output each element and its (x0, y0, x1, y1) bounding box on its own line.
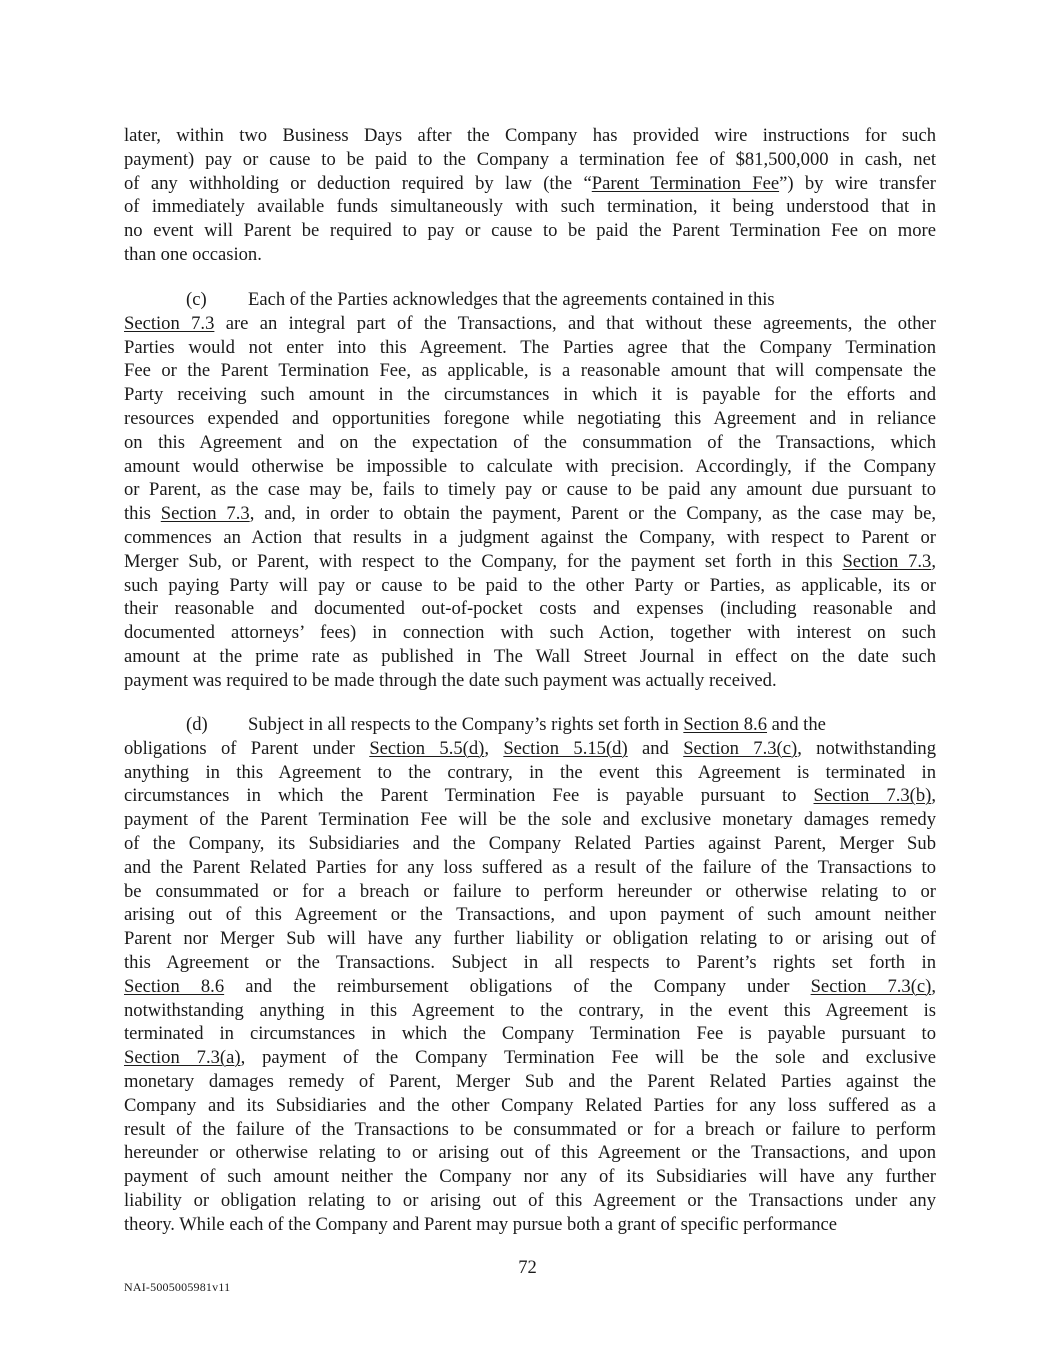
cross-reference-link: Section 7.3 (160, 503, 250, 525)
text-line: Parties would not enter into this Agreement. The Parties agree that the Company Termination (124, 336, 936, 358)
text-line: arising out of this Agreement or the Transactions, and upon payment of such amount neither (124, 904, 936, 926)
text-line: such paying Party will pay or cause to be paid to the other Party or Parties, as applicable, its or (124, 574, 936, 596)
text-line: of the Company, its Subsidiaries and the Company Related Parties against Parent, Merger Sub (124, 832, 936, 854)
cross-reference-link: Section 7.3(b) (813, 785, 932, 807)
cross-reference-link: Section 7.3 (124, 312, 215, 334)
text-line: amount would otherwise be impossible to calculate with precision. Accordingly, if the Company (124, 455, 936, 477)
document-id: NAI-5005005981v11 (124, 1280, 231, 1294)
text-line: Section 7.3(a), payment of the Company Termination Fee will be the sole and exclusive (124, 1047, 936, 1069)
text-line: payment of such amount neither the Company nor any of its Subsidiaries will have any further (124, 1166, 936, 1188)
text-line: amount at the prime rate as published in The Wall Street Journal in effect on the date such (124, 645, 936, 667)
text-line: (c) Each of the Parties acknowledges that the agreements contained in this (124, 288, 936, 312)
text-line: or Parent, as the case may be, fails to timely pay or cause to be paid any amount due pursuant to (124, 479, 936, 501)
text-line: later, within two Business Days after the Company has provided wire instructions for such (124, 125, 936, 146)
cross-reference-link: Section 7.3(c) (683, 737, 798, 759)
text-line: payment) pay or cause to be paid to the Company a termination fee of $81,500,000 in cash, net (124, 148, 936, 170)
text-line: Parent nor Merger Sub will have any further liability or obligation relating to or arising out of (124, 928, 936, 950)
text-line: Company and its Subsidiaries and the other Company Related Parties for any loss suffered as a (124, 1094, 936, 1116)
text-line: and the Parent Related Parties for any loss suffered as a result of the failure of the Transactions to (124, 856, 936, 878)
text-line: their reasonable and documented out-of-pocket costs and expenses (including reasonable and (124, 598, 936, 620)
text-line: anything in this Agreement to the contrary, in the event this Agreement is terminated in (124, 761, 936, 783)
text-line: this Agreement or the Transactions. Subject in all respects to Parent’s rights set forth in (124, 951, 936, 973)
cross-reference-link: Section 7.3 (842, 550, 932, 572)
page-number: 72 (518, 1257, 537, 1278)
text-line: than one occasion. (124, 243, 262, 265)
text-line: liability or obligation relating to or arising out of this Agreement or the Transactions under any (124, 1189, 936, 1211)
text-line: result of the failure of the Transactions to be consummated or for a breach or failure to perform (124, 1118, 936, 1140)
text-line: be consummated or for a breach or failure to perform hereunder or otherwise relating to or (124, 880, 936, 902)
cross-reference-link: Section 7.3(a) (124, 1047, 241, 1069)
text-line: theory. While each of the Company and Parent may pursue both a grant of specific performance (124, 1213, 838, 1235)
text-line: this Section 7.3, and, in order to obtain the payment, Parent or the Company, as the case may be, (124, 503, 937, 525)
text-line: payment of the Parent Termination Fee will be the sole and exclusive monetary damages remedy (124, 809, 936, 831)
text-line: Section 8.6 and the reimbursement obligations of the Company under Section 7.3(c), (124, 975, 936, 997)
text-line: notwithstanding anything in this Agreement to the contrary, in the event this Agreement is (124, 999, 936, 1021)
text-line: obligations of Parent under Section 5.5(d), Section 5.15(d) and Section 7.3(c), notwithstanding (124, 737, 936, 759)
text-line: of any withholding or deduction required by law (the “Parent Termination Fee”) by wire transfer (124, 172, 936, 194)
cross-reference-link: Section 5.15(d) (503, 737, 628, 759)
paragraph-c (124, 288, 936, 693)
text-line: (d) Subject in all respects to the Company’s rights set forth in Section 8.6 and the (124, 713, 936, 737)
text-line: documented attorneys’ fees) in connection with such Action, together with interest on such (124, 622, 936, 644)
paragraph-termination-fee (124, 124, 936, 267)
paragraph-d (124, 713, 936, 1237)
text-line: Party receiving such amount in the circumstances in which it is payable for the efforts and (124, 384, 936, 406)
text-line: payment was required to be made through the date such payment was actually received. (124, 669, 777, 691)
text-line: Merger Sub, or Parent, with respect to the Company, for the payment set forth in this Section 7.3, (124, 550, 936, 572)
text-line: resources expended and opportunities foregone while negotiating this Agreement and in reliance (124, 407, 936, 429)
text-line: hereunder or otherwise relating to or arising out of this Agreement or the Transactions, and upon (124, 1142, 936, 1164)
text-line: Section 7.3 are an integral part of the Transactions, and that without these agreements, the other (124, 312, 936, 334)
text-line: no event will Parent be required to pay or cause to be paid the Parent Termination Fee on more (124, 220, 936, 242)
paragraph-label: (d) (186, 714, 208, 735)
text-line: on this Agreement and on the expectation of the consummation of the Transactions, which (124, 431, 936, 453)
text-line: circumstances in which the Parent Termination Fee is payable pursuant to Section 7.3(b), (124, 785, 936, 807)
text-line: of immediately available funds simultaneously with such termination, it being understood that in (124, 196, 936, 218)
cross-reference-link: Parent Termination Fee (591, 172, 780, 194)
cross-reference-link: Section 5.5(d) (369, 737, 485, 759)
cross-reference-link: Section 8.6 (683, 714, 768, 735)
cross-reference-link: Section 8.6 (124, 975, 225, 997)
text-line: monetary damages remedy of Parent, Merger Sub and the Parent Related Parties against the (124, 1070, 936, 1092)
paragraph-label: (c) (186, 289, 207, 310)
text-line: commences an Action that results in a judgment against the Company, with respect to Parent or (124, 526, 936, 548)
text-line: terminated in circumstances in which the Company Termination Fee is payable pursuant to (124, 1023, 936, 1045)
text-line: Fee or the Parent Termination Fee, as applicable, is a reasonable amount that will compensate the (124, 360, 936, 382)
cross-reference-link: Section 7.3(c) (810, 975, 932, 997)
